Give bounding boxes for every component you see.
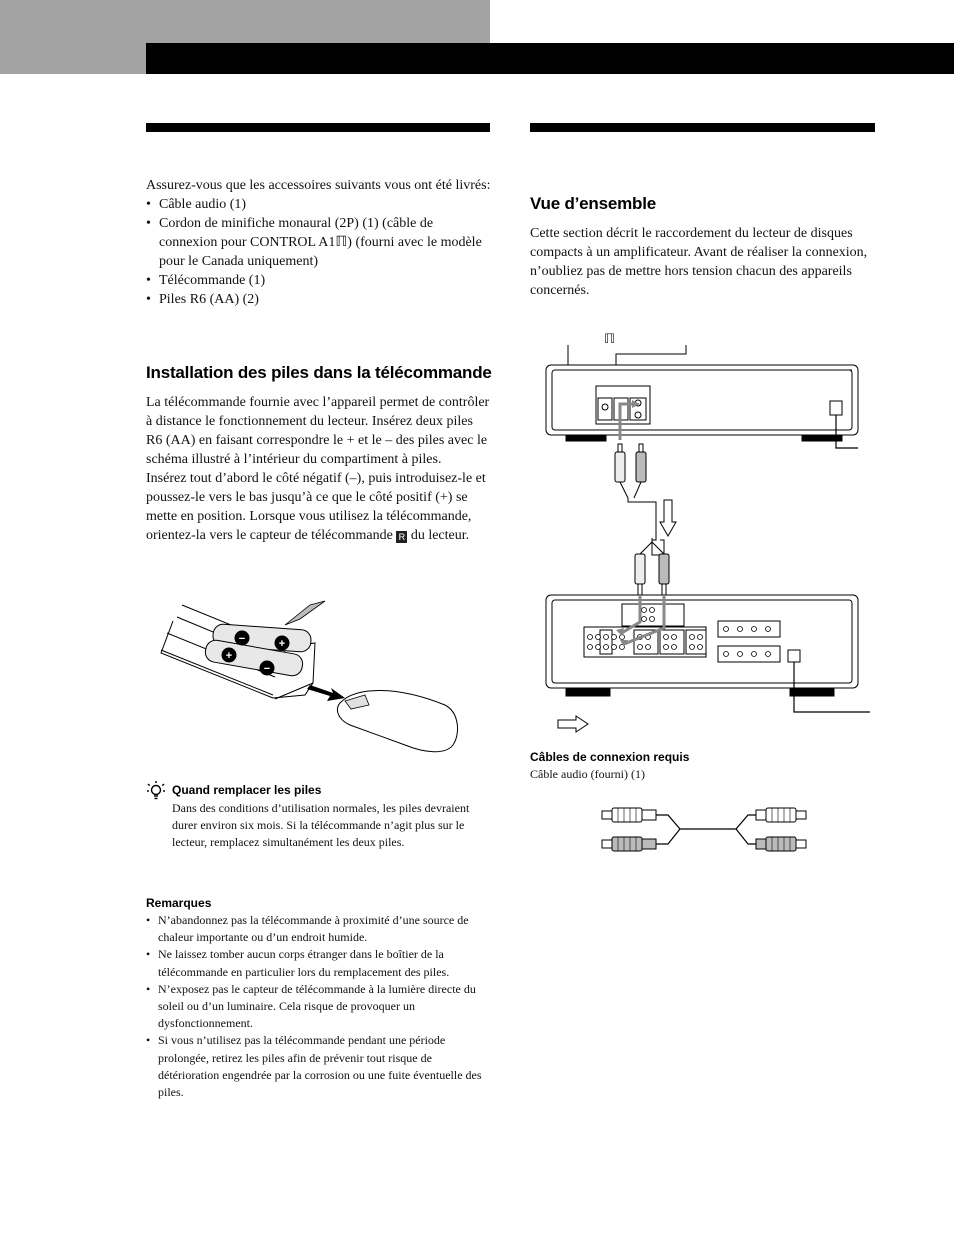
list-item: • Piles R6 (AA) (2) bbox=[146, 290, 492, 309]
list-item: • N’exposez pas le capteur de télécommande à la lumière directe du soleil ou d’un luminaire. Cela risque de provoquer un dysfonctionnement. bbox=[146, 981, 492, 1033]
connection-diagram bbox=[540, 340, 875, 740]
list-item: • Câble audio (1) bbox=[146, 195, 492, 214]
remarks-list bbox=[146, 912, 492, 1101]
cables-text: Câble audio (fourni) (1) bbox=[530, 767, 645, 781]
accessories-intro: Assurez-vous que les accessoires suivants vous ont été livrés: bbox=[146, 178, 491, 193]
list-item: • Cordon de minifiche monaural (2P) (1) (câble de connexion pour CONTROL A1ℿ) (fourni avec le modèle pour le Canada uniquement) bbox=[146, 214, 492, 271]
install-paragraph-1: La télécommande fournie avec l’appareil permet de contrôler à distance le fonctionnement du lecteur. Insérez deux piles R6 (AA) en faisant correspondre le + et le – des piles avec le schéma illustré à l’intérieur du compartiment à piles. bbox=[146, 395, 490, 467]
list-item: • Télécommande (1) bbox=[146, 271, 492, 290]
left-section-rule bbox=[146, 123, 490, 132]
svg-text:−: − bbox=[263, 663, 271, 675]
remote-battery-illustration bbox=[155, 595, 465, 760]
svg-text:−: − bbox=[238, 633, 246, 645]
header-black-band bbox=[146, 43, 954, 74]
list-item: • Si vous n’utilisez pas la télécommande pendant une période prolongée, retirez les piles afin de prévenir tout risque de détérioration engendrée par la corrosion ou une fuite éventuelle des piles. bbox=[146, 1032, 492, 1101]
install-paragraph-2b: du lecteur. bbox=[410, 528, 470, 543]
svg-text:+: + bbox=[225, 650, 233, 662]
install-heading: Installation des piles dans la télécommande bbox=[146, 363, 492, 382]
list-item: • N’abandonnez pas la télécommande à proximité d’une source de chaleur importante ou d’un endroit humide. bbox=[146, 912, 492, 946]
tip-title: Quand remplacer les piles bbox=[172, 783, 322, 797]
install-paragraph-2a: Insérez tout d’abord le côté négatif (–), puis introduisez-le et poussez-le vers le bas jusqu’à ce que le côté positif (+) se mette en position. Lorsque vous utilisez la télécommande, orientez-la vers le capteur de télécommande bbox=[146, 471, 486, 543]
list-item: • Ne laissez tomber aucun corps étranger dans le boîtier de la télécommande en particulier lors du remplacement des piles. bbox=[146, 946, 492, 980]
cables-title: Câbles de connexion requis bbox=[530, 750, 690, 764]
diagram-label: ℿ bbox=[604, 331, 616, 346]
accessories-block bbox=[146, 176, 492, 309]
right-section-rule bbox=[530, 123, 875, 132]
lightbulb-icon bbox=[146, 780, 166, 802]
install-body bbox=[146, 393, 492, 545]
accessories-list bbox=[146, 195, 492, 309]
signal-flow-arrow-icon bbox=[558, 716, 588, 732]
tip-text: Dans des conditions d’utilisation normales, les piles devraient durer environ six mois. Si la télécommande n’agit plus sur le lecteur, remplacez simultanément les deux piles. bbox=[172, 801, 470, 850]
overview-text: Cette section décrit le raccordement du lecteur de disques compacts à un amplificateur. Avant de réaliser la connexion, n’oubliez pas de mettre hors tension chacun des appareils concernés. bbox=[530, 226, 868, 298]
sensor-icon: R bbox=[396, 531, 407, 543]
install-paragraph-2 bbox=[146, 469, 492, 545]
audio-cable-illustration bbox=[596, 804, 812, 856]
svg-text:+: + bbox=[278, 638, 286, 650]
remarks-title: Remarques bbox=[146, 896, 212, 910]
overview-heading: Vue d’ensemble bbox=[530, 194, 657, 213]
